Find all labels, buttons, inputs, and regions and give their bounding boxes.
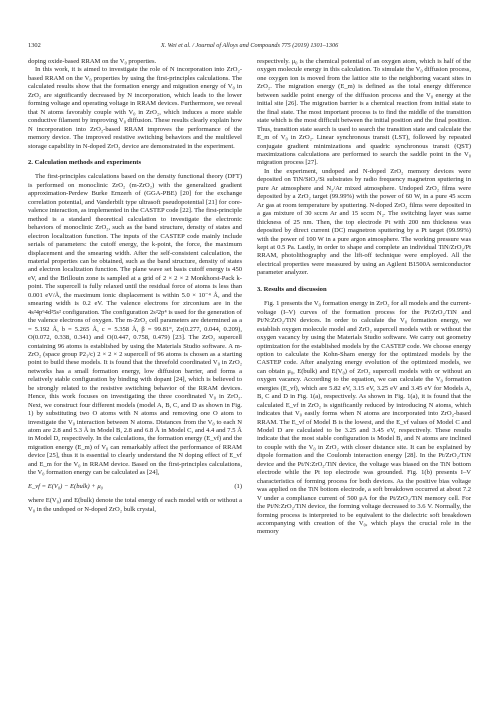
equation-body: E_vf = E(V₀) − E(bulk) + μ₀: [28, 482, 103, 490]
right-column: [257, 58, 471, 537]
equation: [28, 483, 242, 491]
paragraph: Fig. 1 presents the V₀ formation energy in ZrO₂ for all models and the current-voltage (I–V) curves of the formation process for the Pt/ZrO₂/TiN and Pt/N:ZrO₂/TiN devices. In order to calculate the V₀ formation energy, we establish oxygen molecule model and ZrO₂ supercell models with or without the oxygen vacancy by using the Materials Studio software. We carry out geometry optimization for the established models by the CASTEP code. We choose energy option to calculate the Kohn-Sham energy for the optimized models by the CASTEP code. After analyzing energy evolution of the optimized models, we can obtain μ₀, E(bulk) and E(V₀) of ZrO₂ supercell models with or without an oxygen vacancy. According to the equation, we can calculate the V₀ formation energies (E_vf), which are 5.82 eV, 3.15 eV, 3.25 eV and 3.45 eV for Models A, B, C and D in Fig. 1(a), respectively. As shown in Fig. 1(a), it is found that the calculated E_vf in ZrO₂ is significantly reduced by introducing N atoms, which indicates that V₀ easily forms when N atoms are incorporated into ZrO₂-based RRAM. The E_vf of Model B is the lowest, and the E_vf values of Model C and Model D are calculated to be 3.25 and 3.45 eV, respectively. These results indicate that the most stable configuration is Model B, and N atoms are inclined to couple with the V₀ in ZrO₂ with closer distance site. It can be explained by dipole formation and the Coulomb interaction energy [28]. In the Pt/ZrO₂/TiN device and the Pt/N:ZrO₂/TiN device, the voltage was biased on the TiN bottom electrode while the Pt top electrode was grounded. Fig. 1(b) presents I–V characteristics of forming process for both devices. As the positive bias voltage was applied on the TiN bottom electrode, a soft breakdown occurred at about 7.2 V under a compliance current of 500 μA for the Pt/ZrO₂/TiN memory cell. For the Pt/N:ZrO₂/TiN device, the forming voltage decreased to 3.6 V. Normally, the forming process is interpreted to be equivalent to the dielectric soft breakdown accompanying with creation of the V₀, which plays the crucial role in the memory: [257, 300, 471, 536]
paragraph: The first-principles calculations based on the density functional theory (DFT) is performed on monoclinic ZrO₂ (m-ZrO₂) with the generalized gradient approximation-Perdew Burke Ernzerh of (GGA-PBE) [20] for the exchange correlation potential, and Vanderbilt type ultrasoft pseudopotential [21] for core-valence interaction, as implemented in the CASTEP code [22]. The first-principle method is a standard theoretical calculation to investigate the electronic behaviors of monoclinic ZrO₂, such as the band structure, density of states and electron localization function. The inputs of the CASTEP code mainly include serials of parameters: the cutoff energy, the k-point, the force, the maximum displacement and the smearing width. After the self-consistent calculation, the material properties can be obtained, such as the band structure, density of states and electron localization function. The plane wave set basis cutoff energy is 450 eV, and the Brillouin zone is sampled at a grid of 2 × 2 × 2 Monkhorst-Pack k-point. The supercell is fully relaxed until the residual force of atoms is less than 0.001 eV/Å, the maximum ionic displacement is within 5.0 × 10⁻⁴ Å, and the smearing width is 0.2 eV. The valence electrons for zirconium are in the 4s²4p⁶4d²5s² configuration. The configuration 2s²2p⁴ is used for the generation of the valence electrons of oxygen. The m-ZrO₂ cell parameters are determined as a = 5.192 Å, b = 5.265 Å, c = 5.358 Å, β = 99.81°, Zr(0.277, 0.044, 0.209), O(0.072, 0.338, 0.341) and O(0.447, 0.758, 0.479) [23]. The ZrO₂ supercell containing 96 atoms is established by using the Materials Studio software. A m-ZrO₂ (space group P2₁/c) 2 × 2 × 2 supercell of 96 atoms is chosen as a starting point to build these models. It is found that the threefold coordinated V₀ in ZrO₂ networks has a small formation energy, low diffusion barrier, and forms a relatively stable configuration by binding with dopant [24], which is believed to be strongly related to the resistive switching behavior of the RRAM devices. Hence, this work focuses on investigating the three coordinated V₀ in ZrO₂. Next, we construct four different models (model A, B, C, and D as shown in Fig. 1) by substituting two O atoms with N atoms and removing one O atom to investigate the V₀ interaction between N atoms. Distances from the V₀ to each N atom are 2.8 and 5.3 Å in Model B, 2.8 and 6.8 Å in Model C, and 4.4 and 7.5 Å in Model D, respectively. In the calculations, the formation energy (E_vf) and the migration energy (E_m) of V₀ can remarkably affect the performance of RRAM device [25], thus it is essential to clearly understand the N doping effect of E_vf and E_m for the V₀ in RRAM device. Based on the first-principles calculations, the V₀ formation energy can be calculated as [24],: [28, 173, 242, 477]
section-heading: 2. Calculation methods and experiments: [28, 158, 142, 166]
running-header: [28, 42, 471, 54]
paragraph: doping oxide-based RRAM on the V₀ properties.: [28, 58, 157, 65]
equation-number: (1): [234, 482, 242, 490]
paragraph: In the experiment, undoped and N-doped ZrO₂ memory devices were deposited on TiN/SiO₂/Si substrates by radio frequency magnetron sputtering in pure Ar atmosphere and N₂/Ar mixed atmosphere. Undoped ZrO₂ films were deposited by a ZrO₂ target (99.99%) with the power of 60 W, in a pure 45 sccm Ar gas at room temperature by sputtering. N-doped ZrO₂ films were deposited in a gas mixture of 30 sccm Ar and 15 sccm N₂. The switching layer was same thickness of 25 nm. Then, the top electrode Pt with 200 nm thickness was deposited by direct current (DC) magnetron sputtering by a Pt target (99.99%) with the power of 100 W in a pure argon atmosphere. The working pressure was kept at 0.5 Pa. Lastly, in order to shape and complete an individual TiN/ZrO₂/Pt RRAM, photolithography and the lift-off technique were employed. All the electrical properties were measured by using an Agilent B1500A semiconductor parameter analyzer.: [257, 167, 471, 277]
journal-citation: X. Wei et al. / Journal of Alloys and Compounds 775 (2019) 1301–1306: [160, 42, 339, 49]
paragraph: respectively. μ₀ is the chemical potential of an oxygen atom, which is half of the oxygen molecule energy in this calculation. To simulate the V₀ diffusion process, one oxygen ion is moved from the lattice site to the neighboring vacant sites in ZrO₂. The migration energy (E_m) is defined as the total energy difference between saddle point energy of the diffusion process and the V₀ energy at the initial site [26]. The migration barrier is a chemical reaction from initial state to the final state. The most important process is to find the middle of the transition state which is the most difficult between the initial position and the final position. Thus, transition state search is used to search the transition state and calculate the E_m of V₀ in ZrO₂. Linear synchronous transit (LST), followed by repeated conjugate gradient minimizations and quadric synchronous transit (QST) maximizations calculations are performed to search the saddle point in the V₀ migration process [27].: [257, 58, 471, 167]
paragraph: where E(V₀) and E(bulk) denote the total energy of each model with or without a V₀ in the undoped or N-doped ZrO₂ bulk crystal,: [28, 497, 242, 513]
paragraph: In this work, it is aimed to investigate the role of N incorporation into ZrO₂-based RRAM on the V₀ properties by using the first-principles calculations. The calculated results show that the formation energy and migration energy of V₀ in ZrO₂ are significantly decreased by N incorporation, which leads to the lower forming voltage and operating voltage in RRAM devices. Furthermore, we reveal that N atoms favorably couple with V₀ in ZrO₂, which induces a more stable conductive filament by improving V₀ diffusion. These results clearly explain how N incorporation into ZrO₂-based RRAM improves the performance of the memory device. The improved resistive switching behaviors and the multilevel storage capability in N-doped ZrO₂ device are demonstrated in the experiment.: [28, 66, 242, 150]
page-number: 1302: [28, 42, 41, 49]
section-heading: 3. Results and discussion: [257, 285, 327, 293]
left-column: [28, 58, 242, 514]
